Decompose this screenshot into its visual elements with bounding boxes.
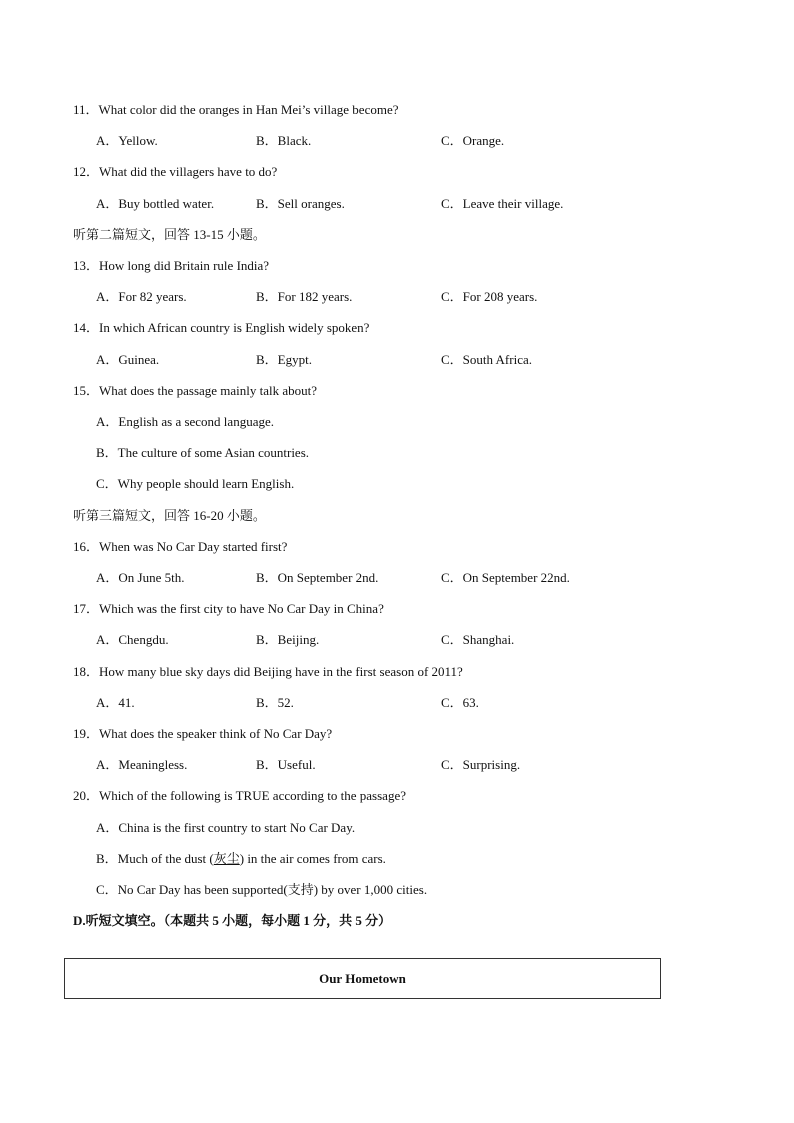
q13-option-a: A．For 82 years. <box>96 289 187 304</box>
q13-option-b: B．For 182 years. <box>256 289 353 304</box>
q20-option-b-post: ) in the air comes from cars. <box>239 851 386 866</box>
question-19-stem: 19．What does the speaker think of No Car Day? <box>73 726 333 741</box>
question-15-stem: 15．What does the passage mainly talk about? <box>73 383 318 398</box>
question-17-stem: 17．Which was the first city to have No Car Day in China? <box>73 601 384 616</box>
passage-title: Our Hometown <box>319 971 406 986</box>
q20-option-b <box>96 851 386 867</box>
q15-option-b: B．The culture of some Asian countries. <box>96 445 310 460</box>
passage-title-box <box>64 958 661 999</box>
q15-option-c: C．Why people should learn English. <box>96 476 295 491</box>
q11-option-b: B．Black. <box>256 133 312 148</box>
q12-option-a: A．Buy bottled water. <box>96 196 215 211</box>
q12-option-c: C．Leave their village. <box>441 196 564 211</box>
q17-option-a: A．Chengdu. <box>96 632 169 647</box>
q12-option-b: B．Sell oranges. <box>256 196 345 211</box>
q16-option-c: C．On September 22nd. <box>441 570 570 585</box>
question-18-stem: 18．How many blue sky days did Beijing have in the first season of 2011? <box>73 664 463 679</box>
section-two-instruction: 听第二篇短文，回答 13-15 小题。 <box>73 227 266 242</box>
question-11-stem: 11．What color did the oranges in Han Mei’s village become? <box>73 102 399 117</box>
q11-option-a: A．Yellow. <box>96 133 158 148</box>
q20-option-a: A．China is the first country to start No Car Day. <box>96 820 356 835</box>
q15-option-a: A．English as a second language. <box>96 414 274 429</box>
q13-option-c: C．For 208 years. <box>441 289 538 304</box>
q18-option-c: C．63. <box>441 695 479 710</box>
q20-option-b-gloss: 灰尘 <box>213 851 240 866</box>
q14-option-a: A．Guinea. <box>96 352 160 367</box>
q20-option-b-pre: B．Much of the dust ( <box>96 851 214 866</box>
question-16-stem: 16．When was No Car Day started first? <box>73 539 288 554</box>
q11-option-c: C．Orange. <box>441 133 505 148</box>
q19-option-a: A．Meaningless. <box>96 757 188 772</box>
q17-option-b: B．Beijing. <box>256 632 320 647</box>
q16-option-b: B．On September 2nd. <box>256 570 379 585</box>
question-20-stem: 20．Which of the following is TRUE according to the passage? <box>73 788 406 803</box>
q19-option-c: C．Surprising. <box>441 757 521 772</box>
q14-option-c: C．South Africa. <box>441 352 532 367</box>
section-three-instruction: 听第三篇短文，回答 16-20 小题。 <box>73 508 266 523</box>
q14-option-b: B．Egypt. <box>256 352 312 367</box>
question-14-stem: 14．In which African country is English widely spoken? <box>73 320 370 335</box>
question-13-stem: 13．How long did Britain rule India? <box>73 258 270 273</box>
part-d-heading: D.听短文填空。（本题共 5 小题，每小题 1 分，共 5 分） <box>73 913 392 928</box>
q18-option-b: B．52. <box>256 695 294 710</box>
q18-option-a: A．41. <box>96 695 135 710</box>
q16-option-a: A．On June 5th. <box>96 570 185 585</box>
question-12-stem: 12．What did the villagers have to do? <box>73 164 278 179</box>
q19-option-b: B．Useful. <box>256 757 316 772</box>
q17-option-c: C．Shanghai. <box>441 632 515 647</box>
q20-option-c: C．No Car Day has been supported(支持) by over 1,000 cities. <box>96 882 428 897</box>
